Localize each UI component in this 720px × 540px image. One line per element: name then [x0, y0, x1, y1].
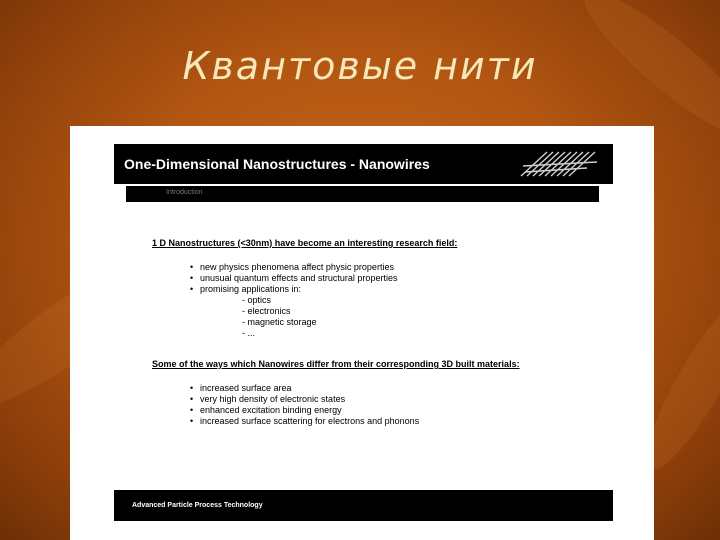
footer-label: Advanced Particle Process Technology [132, 502, 263, 509]
section2-list [190, 383, 612, 427]
subheader-label: Introduction [166, 189, 203, 196]
sub-list-item: - magnetic storage [242, 317, 317, 327]
subheader-bar [126, 186, 599, 202]
nanowire-logo-icon [517, 148, 603, 180]
slide-title: Квантовые нити [182, 44, 538, 88]
footer-bar [114, 490, 613, 521]
embedded-slide [70, 126, 654, 540]
list-item: • very high density of electronic states [190, 394, 346, 404]
section2-heading: Some of the ways which Nanowires differ from their corresponding 3D built materials: [152, 359, 520, 369]
list-item: • promising applications in: [190, 284, 302, 294]
header-title: One-Dimensional Nanostructures - Nanowires [124, 156, 430, 172]
section1-heading: 1 D Nanostructures (<30nm) have become an interesting research field: [152, 238, 458, 248]
list-item: • unusual quantum effects and structural properties [190, 273, 398, 283]
section1-list [190, 262, 612, 339]
list-item: • increased surface area [190, 383, 292, 393]
sub-list-item: - ... [242, 328, 255, 338]
slide-content [152, 238, 612, 427]
list-item: • increased surface scattering for electrons and phonons [190, 416, 420, 426]
sub-list-item: - electronics [242, 306, 291, 316]
sub-list-item: - optics [242, 295, 272, 305]
list-item: • enhanced excitation binding energy [190, 405, 342, 415]
header-bar [114, 144, 613, 184]
list-item: • new physics phenomena affect physic properties [190, 262, 394, 272]
